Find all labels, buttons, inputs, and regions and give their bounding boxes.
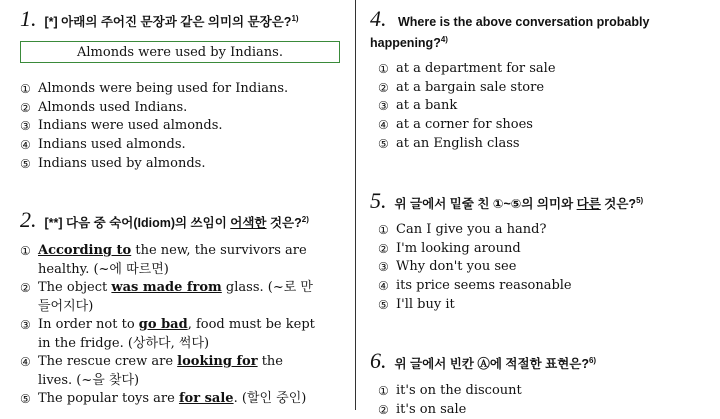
- option-text-pre: The rescue crew are: [38, 354, 178, 369]
- option-text: Why don't you see: [396, 259, 517, 275]
- option-text-post: the lives. (~을 찾다): [38, 354, 284, 388]
- idiom-phrase: was made from: [111, 280, 222, 295]
- question-6-options: [378, 382, 698, 419]
- option-item: [378, 116, 698, 135]
- option-item: [378, 97, 698, 116]
- question-number: 4.: [370, 6, 387, 31]
- idiom-phrase: According to: [38, 243, 132, 258]
- option-marker: ④: [20, 138, 31, 153]
- option-text: Indians used almonds.: [38, 137, 186, 153]
- option-item: [20, 136, 340, 155]
- option-marker: ⑤: [378, 136, 389, 151]
- option-text-post: the new, the survivors are healthy. (~에 따르면): [38, 243, 307, 277]
- option-marker: ②: [378, 241, 389, 256]
- option-item: [20, 353, 320, 390]
- question-4-options: [378, 60, 698, 154]
- question-text: [**] 다음 중 숙어(Idiom)의 쓰임이 어색한 것은?$^{2)}$: [44, 215, 309, 231]
- option-item: [20, 99, 340, 118]
- idiom-phrase: go bad: [138, 317, 188, 332]
- option-text: its price seems reasonable: [396, 278, 572, 294]
- option-item: [20, 390, 320, 409]
- option-marker: ②: [20, 100, 31, 115]
- option-text-pre: The popular toys are: [38, 391, 179, 406]
- option-text: at a bargain sale store: [396, 79, 545, 95]
- option-item: [378, 221, 698, 240]
- question-number: 6.: [370, 348, 387, 374]
- option-marker: ⑤: [378, 297, 389, 312]
- idiom-phrase: for sale: [178, 391, 234, 406]
- column-divider: [355, 0, 356, 410]
- question-text: [*] 아래의 주어진 문장과 같은 의미의 문장은?$^{1)}$: [44, 14, 299, 30]
- option-marker: ①: [20, 82, 31, 96]
- option-text-post: , food must be kept in the fridge. (상하다, 썩다): [38, 317, 315, 351]
- option-item: [20, 316, 320, 353]
- option-text: Almonds used Indians.: [38, 99, 188, 115]
- option-marker: ③: [378, 99, 389, 114]
- question-2-options: [20, 242, 320, 409]
- option-text-post: glass. (~로 만들어지다): [38, 280, 313, 314]
- option-text: at a bank: [396, 98, 458, 114]
- option-marker: ③: [20, 318, 31, 332]
- given-sentence-box: Almonds were used by Indians.: [20, 41, 340, 63]
- question-5-options: [378, 221, 698, 315]
- option-item: [20, 155, 340, 174]
- option-marker: ⑤: [20, 392, 31, 406]
- option-text: Can I give you a hand?: [396, 222, 547, 237]
- option-item: [20, 242, 320, 279]
- option-text: it's on the discount: [396, 383, 522, 398]
- option-marker: ④: [20, 355, 31, 369]
- question-number: 1.: [20, 6, 37, 32]
- option-item: [378, 79, 698, 98]
- question-2-header: [20, 207, 309, 233]
- option-item: [378, 296, 698, 315]
- option-marker: ③: [378, 260, 389, 275]
- option-marker: ④: [378, 279, 389, 294]
- question-5-header: [370, 188, 644, 214]
- question-text: 위 글에서 빈칸 Ⓐ에 적절한 표현은?$^{6)}$: [394, 356, 597, 372]
- question-text: 위 글에서 밑줄 친 ①~⑤의 의미와 다른 것은?$^{5)}$: [394, 196, 644, 212]
- option-marker: ①: [378, 384, 389, 398]
- option-item: [378, 60, 698, 79]
- option-marker: ③: [20, 119, 31, 134]
- idiom-phrase: looking for: [177, 354, 258, 369]
- option-marker: ②: [378, 80, 389, 95]
- option-item: [378, 258, 698, 277]
- question-6-header: [370, 348, 597, 374]
- option-text: Indians were used almonds.: [38, 118, 223, 134]
- option-text: Almonds were being used for Indians.: [38, 81, 289, 96]
- question-4-header: [370, 6, 690, 52]
- question-number: 5.: [370, 188, 387, 214]
- question-text: Where is the above conversation probably happening?$^{4)}$: [370, 15, 650, 51]
- option-text: I'll buy it: [396, 296, 455, 312]
- option-text: at a department for sale: [396, 61, 556, 76]
- option-marker: ⑤: [20, 156, 31, 171]
- option-text: Indians used by almonds.: [38, 155, 206, 171]
- option-text: at an English class: [396, 135, 520, 151]
- option-item: [20, 80, 340, 99]
- option-marker: ②: [20, 281, 31, 295]
- option-marker: ①: [378, 223, 389, 237]
- option-item: [20, 117, 340, 136]
- option-item: [378, 240, 698, 259]
- option-text-pre: The object: [38, 280, 112, 295]
- option-text: I'm looking around: [396, 240, 521, 256]
- option-item: [378, 135, 698, 154]
- option-marker: ①: [20, 244, 31, 258]
- option-marker: ②: [378, 402, 389, 417]
- option-text: it's on sale: [396, 401, 467, 417]
- option-text-pre: In order not to: [38, 317, 139, 332]
- option-marker: ①: [378, 62, 389, 76]
- option-text: at a corner for shoes: [396, 117, 533, 133]
- option-item: [378, 382, 698, 401]
- option-text-post: . (할인 중인): [233, 391, 307, 406]
- question-1-options: [20, 80, 340, 174]
- question-number: 2.: [20, 207, 37, 233]
- option-marker: ④: [378, 118, 389, 133]
- option-item: [20, 279, 320, 316]
- question-1-header: [20, 6, 299, 32]
- option-item: [378, 277, 698, 296]
